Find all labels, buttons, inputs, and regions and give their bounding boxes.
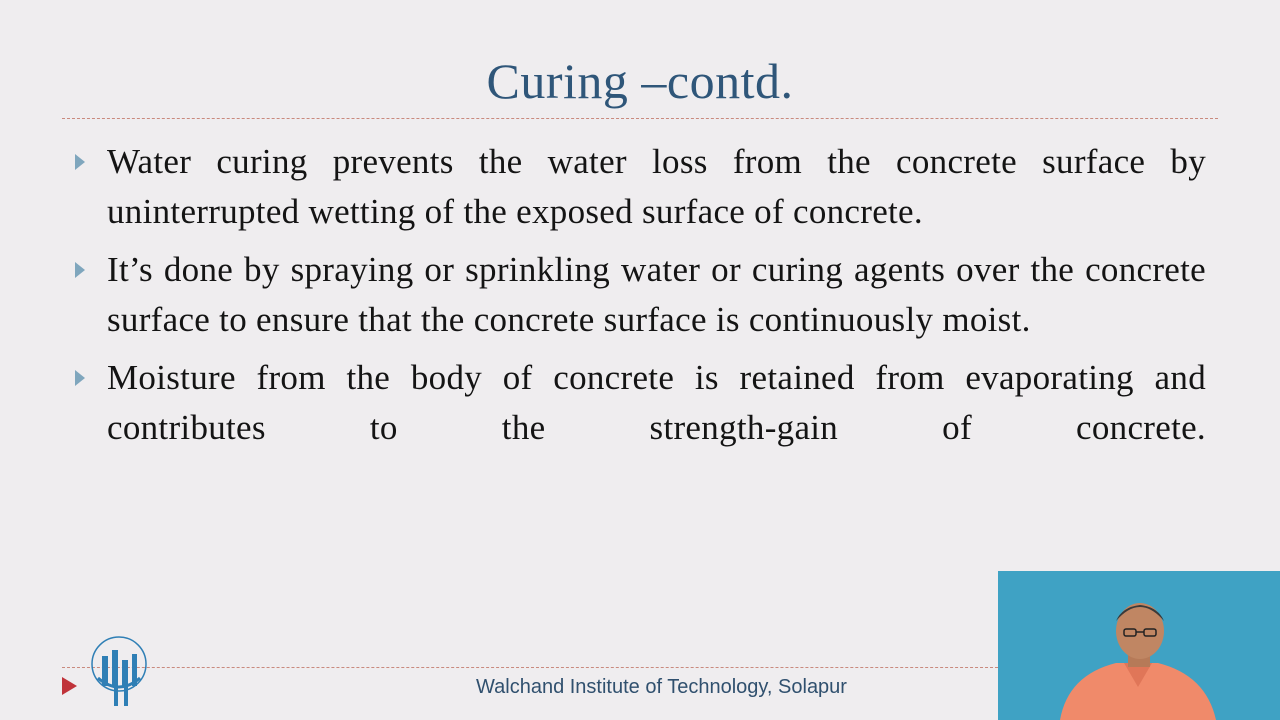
bullet-triangle-icon <box>75 154 85 170</box>
slide-title: Curing –contd. <box>486 53 794 109</box>
bullet-text: Water curing prevents the water loss from the concrete surface by uninterrupted wetting of the exposed surface of concrete. <box>107 142 1206 231</box>
bullet-item <box>70 137 1206 237</box>
footer-divider <box>62 667 998 668</box>
presenter-video <box>998 571 1280 720</box>
bullet-text: It’s done by spraying or sprinkling water or curing agents over the concrete surface to ensure that the concrete surface is continuously moist. <box>107 250 1206 339</box>
bullet-triangle-icon <box>75 370 85 386</box>
bullet-item <box>70 245 1206 345</box>
bullet-triangle-icon <box>75 262 85 278</box>
bullet-item <box>70 353 1206 453</box>
title-divider <box>62 118 1218 119</box>
footer-text: Walchand Institute of Technology, Solapur <box>476 676 847 698</box>
institute-logo <box>88 634 150 710</box>
play-marker-icon <box>62 677 77 695</box>
presenter-figure <box>998 571 1280 720</box>
bullet-text: Moisture from the body of concrete is retained from evaporating and contributes to the strength-gain of concrete. <box>107 358 1206 447</box>
bullet-list <box>70 137 1206 461</box>
